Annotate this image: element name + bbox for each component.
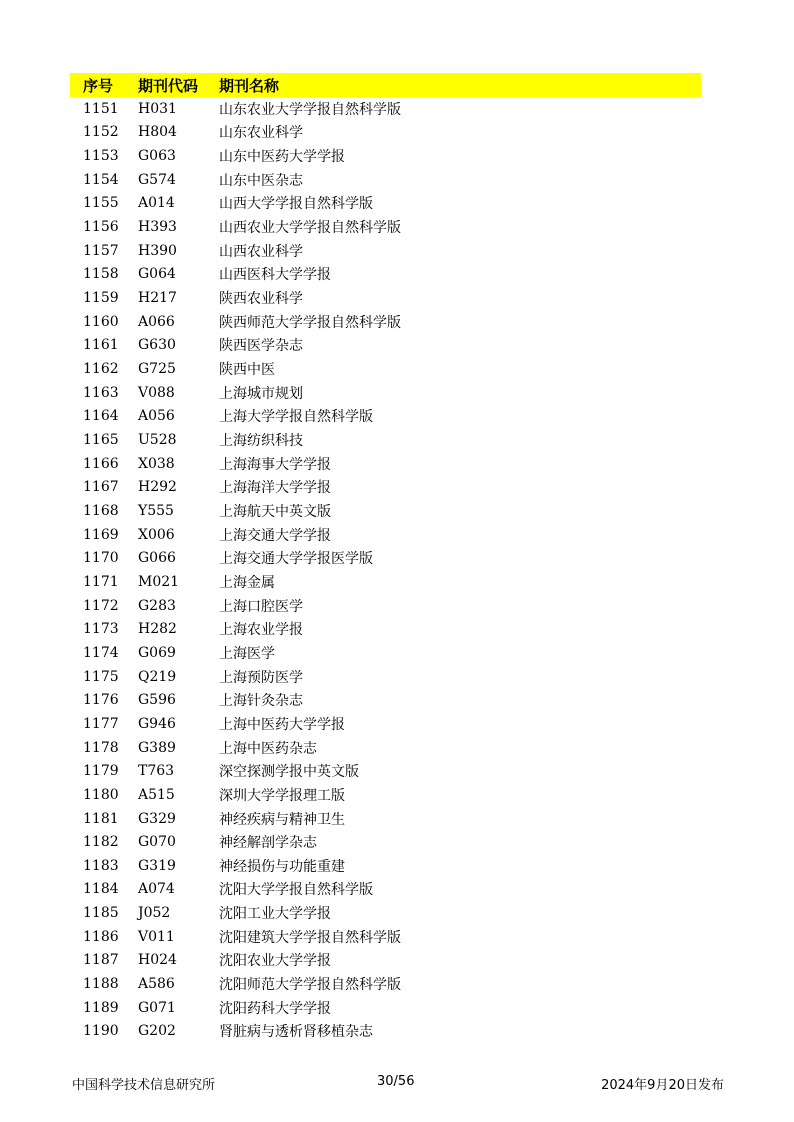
cell-journal-name: 上海交通大学学报医学版 — [219, 551, 373, 568]
cell-journal-name: 陕西中医 — [219, 362, 275, 379]
table-header-row — [70, 73, 701, 97]
cell-serial-number: 1189 — [83, 999, 119, 1016]
cell-journal-name: 上海针灸杂志 — [219, 693, 303, 710]
table-row — [70, 192, 701, 216]
cell-journal-code: G596 — [138, 692, 176, 709]
cell-serial-number: 1151 — [83, 100, 119, 117]
cell-journal-name: 沈阳师范大学学报自然科学版 — [219, 977, 401, 994]
cell-serial-number: 1167 — [83, 479, 119, 496]
cell-journal-code: A014 — [138, 195, 175, 212]
table-row — [70, 97, 701, 121]
table-row — [70, 215, 701, 239]
table-row — [70, 1020, 701, 1044]
cell-journal-code: H390 — [138, 242, 177, 259]
cell-journal-name: 上海海事大学学报 — [219, 456, 331, 473]
table-row — [70, 310, 701, 334]
header-serial-number: 序号 — [83, 76, 114, 95]
cell-journal-name: 上海海洋大学学报 — [219, 480, 331, 497]
cell-journal-code: G574 — [138, 171, 176, 188]
table-row — [70, 452, 701, 476]
table-row — [70, 121, 701, 145]
table-row — [70, 665, 701, 689]
cell-serial-number: 1171 — [83, 573, 119, 590]
cell-serial-number: 1153 — [83, 148, 119, 165]
cell-serial-number: 1183 — [83, 857, 119, 874]
cell-serial-number: 1155 — [83, 195, 119, 212]
cell-journal-code: G319 — [138, 857, 176, 874]
cell-journal-code: X006 — [138, 526, 175, 543]
cell-serial-number: 1178 — [83, 739, 119, 756]
cell-serial-number: 1184 — [83, 881, 119, 898]
cell-serial-number: 1169 — [83, 526, 119, 543]
cell-journal-name: 深空探测学报中英文版 — [219, 764, 359, 781]
table-row — [70, 263, 701, 287]
cell-serial-number: 1176 — [83, 692, 119, 709]
journal-table — [70, 73, 701, 1043]
footer-release-date: 2024年9月20日发布 — [601, 1078, 724, 1093]
cell-journal-code: G202 — [138, 1023, 176, 1040]
page-footer — [0, 1074, 794, 1092]
table-row — [70, 405, 701, 429]
table-row — [70, 901, 701, 925]
table-row — [70, 736, 701, 760]
cell-serial-number: 1172 — [83, 597, 119, 614]
cell-journal-code: G283 — [138, 597, 176, 614]
cell-journal-name: 山东中医药大学学报 — [219, 149, 345, 166]
cell-journal-code: M021 — [138, 573, 180, 590]
table-row — [70, 949, 701, 973]
cell-journal-code: H024 — [138, 952, 177, 969]
table-row — [70, 688, 701, 712]
table-row — [70, 641, 701, 665]
cell-journal-code: H217 — [138, 290, 177, 307]
cell-journal-name: 山西大学学报自然科学版 — [219, 196, 373, 213]
table-row — [70, 972, 701, 996]
header-journal-name: 期刊名称 — [219, 76, 280, 95]
cell-journal-name: 神经损伤与功能重建 — [219, 858, 345, 875]
footer-organization: 中国科学技术信息研究所 — [72, 1078, 216, 1093]
cell-journal-name: 山东中医杂志 — [219, 172, 303, 189]
cell-serial-number: 1161 — [83, 337, 119, 354]
cell-journal-name: 上海城市规划 — [219, 385, 303, 402]
table-row — [70, 807, 701, 831]
table-body — [70, 97, 701, 1043]
table-row — [70, 286, 701, 310]
cell-serial-number: 1188 — [83, 976, 119, 993]
cell-journal-name: 上海航天中英文版 — [219, 503, 331, 520]
cell-serial-number: 1177 — [83, 715, 119, 732]
cell-journal-name: 沈阳大学学报自然科学版 — [219, 882, 373, 899]
cell-journal-code: H282 — [138, 621, 177, 638]
table-row — [70, 925, 701, 949]
cell-journal-name: 上海医学 — [219, 645, 275, 662]
cell-journal-name: 陕西农业科学 — [219, 291, 303, 308]
table-row — [70, 546, 701, 570]
table-row — [70, 878, 701, 902]
cell-journal-name: 神经解剖学杂志 — [219, 835, 317, 852]
cell-journal-name: 沈阳药科大学学报 — [219, 1000, 331, 1017]
table-row — [70, 783, 701, 807]
cell-journal-code: H031 — [138, 100, 177, 117]
cell-journal-code: H804 — [138, 124, 177, 141]
cell-journal-code: A074 — [138, 881, 175, 898]
cell-journal-code: G389 — [138, 739, 176, 756]
table-row — [70, 712, 701, 736]
cell-serial-number: 1159 — [83, 290, 119, 307]
cell-journal-code: V088 — [138, 384, 175, 401]
cell-journal-code: A056 — [138, 408, 175, 425]
cell-journal-name: 山东农业科学 — [219, 125, 303, 142]
cell-journal-name: 深圳大学学报理工版 — [219, 787, 345, 804]
table-row — [70, 357, 701, 381]
cell-journal-code: G064 — [138, 266, 176, 283]
cell-serial-number: 1170 — [83, 550, 119, 567]
cell-serial-number: 1175 — [83, 668, 119, 685]
cell-serial-number: 1179 — [83, 763, 119, 780]
cell-journal-code: Y555 — [138, 502, 174, 519]
cell-journal-name: 上海交通大学学报 — [219, 527, 331, 544]
footer-page-number: 30/56 — [377, 1074, 415, 1089]
cell-serial-number: 1173 — [83, 621, 119, 638]
cell-serial-number: 1174 — [83, 644, 119, 661]
cell-journal-name: 山西医科大学学报 — [219, 267, 331, 284]
cell-journal-name: 沈阳建筑大学学报自然科学版 — [219, 929, 401, 946]
table-row — [70, 830, 701, 854]
header-journal-code: 期刊代码 — [138, 76, 199, 95]
table-row — [70, 594, 701, 618]
cell-serial-number: 1152 — [83, 124, 119, 141]
table-row — [70, 570, 701, 594]
cell-journal-name: 山东农业大学学报自然科学版 — [219, 101, 401, 118]
cell-journal-name: 山西农业科学 — [219, 243, 303, 260]
cell-serial-number: 1164 — [83, 408, 119, 425]
cell-journal-code: G069 — [138, 644, 176, 661]
cell-journal-name: 山西农业大学学报自然科学版 — [219, 220, 401, 237]
cell-journal-name: 陕西师范大学学报自然科学版 — [219, 314, 401, 331]
cell-journal-name: 沈阳工业大学学报 — [219, 906, 331, 923]
cell-journal-code: J052 — [138, 905, 171, 922]
cell-journal-code: X038 — [138, 455, 175, 472]
table-row — [70, 144, 701, 168]
cell-serial-number: 1186 — [83, 928, 119, 945]
cell-journal-name: 上海预防医学 — [219, 669, 303, 686]
table-row — [70, 168, 701, 192]
cell-journal-code: G063 — [138, 148, 176, 165]
cell-journal-name: 上海大学学报自然科学版 — [219, 409, 373, 426]
cell-journal-code: Q219 — [138, 668, 177, 685]
cell-journal-code: G630 — [138, 337, 176, 354]
cell-journal-code: G066 — [138, 550, 176, 567]
cell-serial-number: 1158 — [83, 266, 119, 283]
cell-journal-code: G070 — [138, 834, 176, 851]
table-row — [70, 428, 701, 452]
cell-serial-number: 1160 — [83, 313, 119, 330]
cell-journal-name: 神经疾病与精神卫生 — [219, 811, 345, 828]
cell-journal-code: A066 — [138, 313, 175, 330]
cell-serial-number: 1168 — [83, 502, 119, 519]
cell-journal-name: 上海中医药大学学报 — [219, 716, 345, 733]
cell-journal-code: G329 — [138, 810, 176, 827]
cell-journal-code: G071 — [138, 999, 176, 1016]
cell-journal-code: G725 — [138, 361, 176, 378]
cell-serial-number: 1185 — [83, 905, 119, 922]
cell-journal-code: H393 — [138, 219, 177, 236]
cell-serial-number: 1154 — [83, 171, 119, 188]
cell-journal-name: 上海纺织科技 — [219, 433, 303, 450]
table-row — [70, 239, 701, 263]
table-row — [70, 499, 701, 523]
cell-serial-number: 1182 — [83, 834, 119, 851]
cell-journal-code: V011 — [138, 928, 175, 945]
cell-journal-name: 肾脏病与透析肾移植杂志 — [219, 1024, 373, 1041]
cell-journal-code: G946 — [138, 715, 176, 732]
table-row — [70, 996, 701, 1020]
table-row — [70, 476, 701, 500]
cell-serial-number: 1163 — [83, 384, 119, 401]
cell-journal-name: 陕西医学杂志 — [219, 338, 303, 355]
table-row — [70, 759, 701, 783]
cell-serial-number: 1162 — [83, 361, 119, 378]
cell-serial-number: 1187 — [83, 952, 119, 969]
cell-journal-code: A586 — [138, 976, 175, 993]
cell-journal-name: 沈阳农业大学学报 — [219, 953, 331, 970]
cell-serial-number: 1190 — [83, 1023, 119, 1040]
cell-journal-name: 上海中医药杂志 — [219, 740, 317, 757]
cell-journal-code: H292 — [138, 479, 177, 496]
cell-journal-code: A515 — [138, 786, 175, 803]
cell-journal-name: 上海农业学报 — [219, 622, 303, 639]
cell-journal-code: T763 — [138, 763, 175, 780]
cell-serial-number: 1181 — [83, 810, 119, 827]
cell-serial-number: 1165 — [83, 432, 119, 449]
table-row — [70, 523, 701, 547]
table-row — [70, 381, 701, 405]
cell-serial-number: 1156 — [83, 219, 119, 236]
table-row — [70, 334, 701, 358]
cell-serial-number: 1157 — [83, 242, 119, 259]
table-row — [70, 617, 701, 641]
table-row — [70, 854, 701, 878]
cell-journal-name: 上海金属 — [219, 574, 275, 591]
cell-journal-name: 上海口腔医学 — [219, 598, 303, 615]
cell-journal-code: U528 — [138, 432, 177, 449]
cell-serial-number: 1166 — [83, 455, 119, 472]
cell-serial-number: 1180 — [83, 786, 119, 803]
